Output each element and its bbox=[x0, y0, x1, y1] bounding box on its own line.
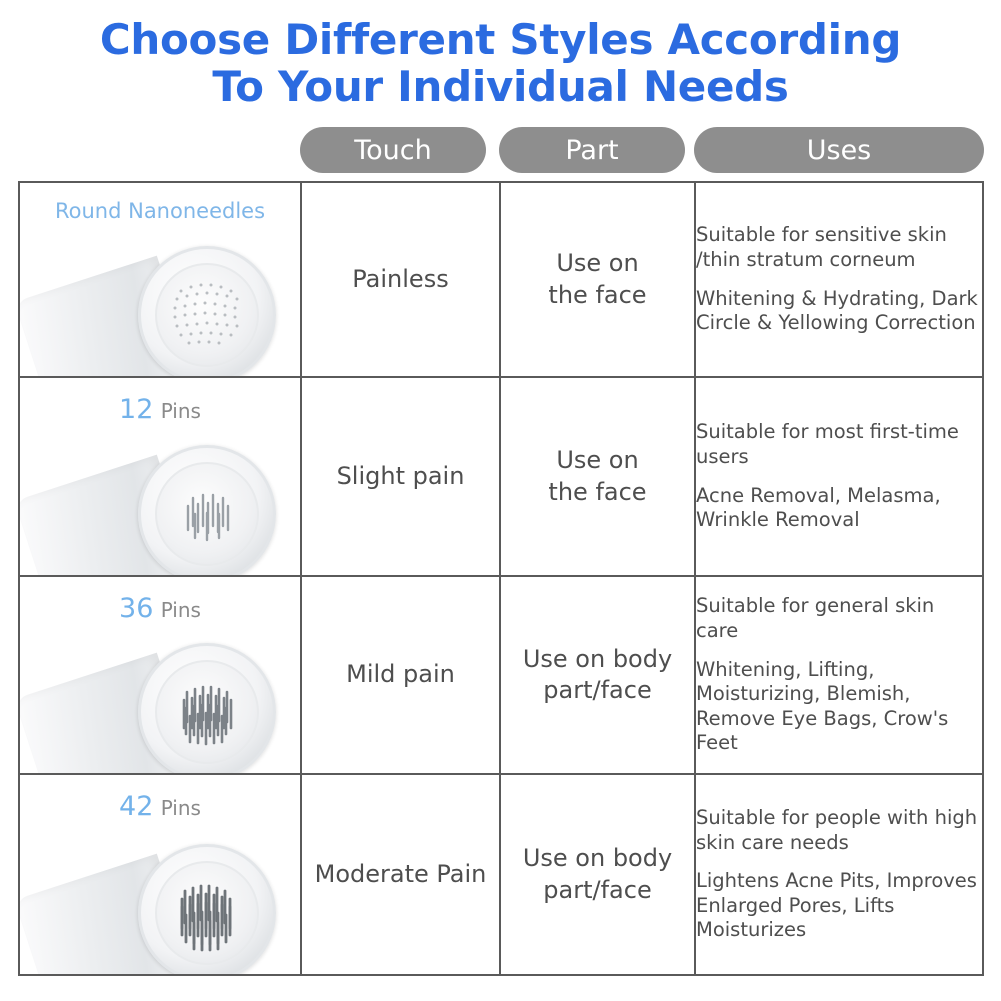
part-value bbox=[500, 377, 695, 576]
table-row bbox=[19, 182, 983, 377]
column-header-row bbox=[18, 127, 983, 173]
touch-value: Slight pain bbox=[301, 377, 500, 576]
needle-cartridge-image-42 bbox=[19, 774, 301, 975]
table-row bbox=[19, 576, 983, 774]
touch-value: Painless bbox=[301, 182, 500, 377]
pin-count: 36 bbox=[119, 593, 154, 625]
column-header-part: Part bbox=[499, 127, 685, 173]
device-needle-face bbox=[155, 861, 259, 965]
needle-cartridge-image-round bbox=[19, 182, 301, 377]
device-needle-face bbox=[155, 660, 259, 764]
pin-count: 42 bbox=[119, 791, 154, 823]
page-title bbox=[0, 0, 1001, 110]
pin-unit: Pins bbox=[160, 598, 201, 623]
uses-suitability: Suitable for people with high skin care needs bbox=[696, 806, 978, 854]
uses-benefits: Whitening & Hydrating, Dark Circle & Yellowing Correction bbox=[696, 286, 978, 335]
nano-needle-dots-icon bbox=[157, 265, 257, 365]
needle-type-label: Round Nanoneedles bbox=[54, 199, 266, 224]
pin-unit: Pins bbox=[160, 796, 201, 821]
needle-type-label bbox=[20, 593, 300, 624]
touch-value: Moderate Pain bbox=[301, 774, 500, 975]
device-illustration bbox=[30, 629, 292, 774]
part-value bbox=[500, 182, 695, 377]
pin-unit: Pins bbox=[160, 399, 201, 424]
uses-value bbox=[695, 377, 983, 576]
uses-value bbox=[695, 774, 983, 975]
uses-value bbox=[695, 182, 983, 377]
part-value bbox=[500, 576, 695, 774]
device-needle-face bbox=[155, 462, 259, 566]
needle-cartridge-image-36 bbox=[19, 576, 301, 774]
column-header-touch: Touch bbox=[300, 127, 486, 173]
comparison-table bbox=[18, 181, 984, 976]
part-value-line-1: Use on body bbox=[522, 644, 673, 673]
device-illustration bbox=[30, 431, 292, 576]
part-value-line-2: the face bbox=[548, 477, 647, 506]
part-value-line-2: part/face bbox=[543, 875, 652, 904]
needle-pins-icon bbox=[157, 464, 257, 564]
touch-value: Mild pain bbox=[301, 576, 500, 774]
uses-benefits: Lightens Acne Pits, Improves Enlarged Pores, Lifts Moisturizes bbox=[696, 869, 977, 942]
device-needle-face bbox=[155, 263, 259, 367]
device-illustration bbox=[30, 830, 292, 975]
part-value bbox=[500, 774, 695, 975]
page-title-line-1: Choose Different Styles According bbox=[99, 15, 902, 64]
device-illustration bbox=[30, 232, 292, 377]
part-value-line-1: Use on bbox=[556, 446, 639, 475]
needle-type-label bbox=[20, 791, 300, 822]
part-value-line-1: Use on bbox=[556, 249, 639, 278]
uses-suitability: Suitable for sensitive skin /thin stratum corneum bbox=[696, 223, 947, 271]
column-header-uses: Uses bbox=[694, 127, 984, 173]
uses-value bbox=[695, 576, 983, 774]
needle-pins-icon bbox=[157, 863, 257, 963]
needle-cartridge-image-12 bbox=[19, 377, 301, 576]
device-cap bbox=[138, 445, 276, 576]
page-title-line-2: To Your Individual Needs bbox=[212, 62, 789, 112]
device-cap bbox=[138, 246, 276, 377]
device-cap bbox=[138, 643, 276, 774]
part-value-line-2: part/face bbox=[543, 676, 652, 705]
uses-benefits: Whitening, Lifting, Moisturizing, Blemish, Remove Eye Bags, Crow's Feet bbox=[696, 657, 949, 755]
uses-benefits: Acne Removal, Melasma, Wrinkle Removal bbox=[696, 483, 941, 532]
needle-pins-icon bbox=[157, 662, 257, 762]
needle-type-label bbox=[20, 394, 300, 425]
uses-suitability: Suitable for most first-time users bbox=[696, 420, 959, 468]
part-value-line-1: Use on body bbox=[522, 844, 673, 873]
part-value-line-2: the face bbox=[548, 280, 647, 309]
table-row bbox=[19, 377, 983, 576]
pin-count: 12 bbox=[119, 394, 154, 426]
table-row bbox=[19, 774, 983, 975]
device-cap bbox=[138, 844, 276, 975]
uses-suitability: Suitable for general skin care bbox=[696, 594, 935, 642]
